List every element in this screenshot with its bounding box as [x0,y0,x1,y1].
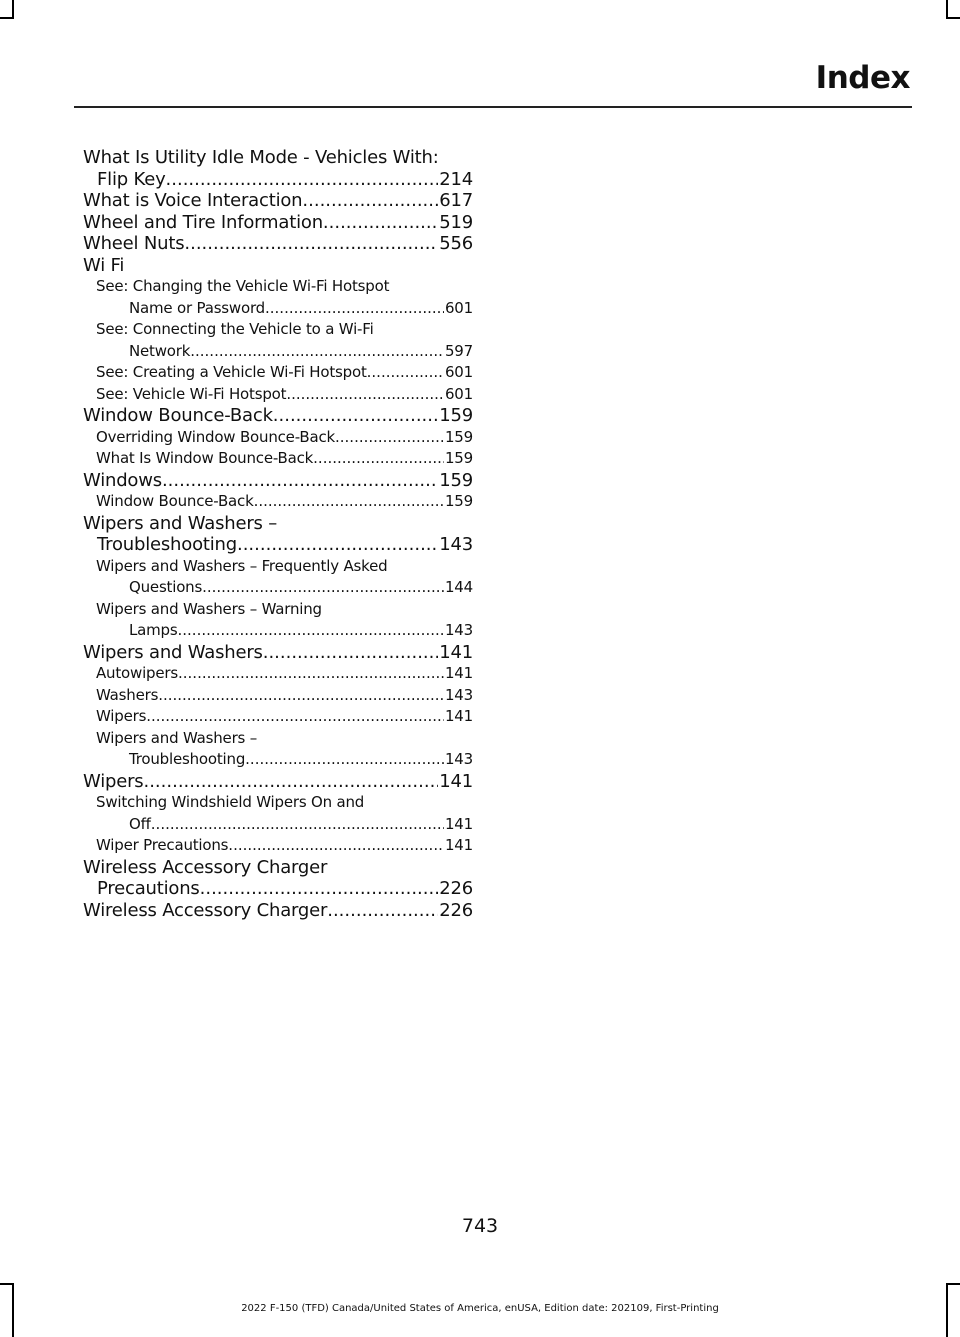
entry-line [83,233,473,255]
index-entry [83,405,473,427]
entry-line [83,642,473,664]
entry-page-number: 159 [444,448,473,470]
entry-label: Window Bounce-Back [96,492,254,510]
dot-leader [228,836,473,854]
entry-page-number: 601 [444,384,473,406]
index-entry [83,771,473,793]
entry-label: Wipers [96,707,147,725]
entry-line [96,663,473,685]
index-subentry [83,706,473,728]
dot-leader [146,707,473,725]
entry-page-number: 159 [444,491,473,513]
entry-label: Autowipers [96,664,178,682]
entry-label-line1: What Is Utility Idle Mode - Vehicles With: [83,147,439,168]
entry-line [83,771,473,793]
entry-page-number: 214 [439,168,473,190]
index-subentry [83,663,473,685]
index-subentry [83,792,473,835]
entry-label: Wheel Nuts [83,233,185,254]
dot-leader [143,771,473,792]
dot-leader [200,878,473,899]
entry-page-number: 141 [444,835,473,857]
dot-leader [190,342,473,360]
entry-line [83,169,473,191]
entry-line [96,706,473,728]
entry-page-number: 159 [444,427,473,449]
entry-page-number: 226 [439,878,473,899]
entry-label-line1: Wireless Accessory Charger [83,856,328,878]
entry-page-number: 143 [439,534,473,555]
entry-page-number: 143 [444,749,473,771]
entry-line [83,190,473,212]
dot-leader [184,233,473,254]
entry-label-line1: Switching Windshield Wipers On and [96,793,365,811]
entry-label: Flip Key [97,168,166,190]
entry-line [96,491,473,513]
entry-label-line1: Wipers and Washers – [96,728,258,747]
entry-label: Washers [96,685,159,704]
entry-line [96,384,473,406]
entry-label: Precautions [97,878,200,899]
entry-label: Wheel and Tire Information [83,211,323,233]
index-subentry [83,276,473,319]
entry-page-number: 141 [444,663,473,685]
entry-page-number: 159 [439,469,473,491]
entry-label: Windows [83,469,162,491]
index-entry [83,212,473,234]
entry-page-number: 143 [444,685,473,707]
entry-label: Questions [129,578,203,596]
entry-page-number: 601 [444,362,473,384]
entry-line [96,341,473,363]
entry-page-number: 141 [444,706,473,728]
entry-page-number: 144 [444,577,473,599]
entry-label: Name or Password [129,298,265,317]
entry-line [96,835,473,857]
dot-leader [178,621,474,639]
entry-label-line1: See: Changing the Vehicle Wi-Fi Hotspot [96,277,390,295]
entry-label-line1: Wipers and Washers – Frequently Asked [96,556,388,575]
entry-line [83,900,473,922]
dot-leader [265,299,473,317]
crop-mark-top-left-horizontal [0,17,14,19]
entry-line [83,470,473,492]
entry-page-number: 556 [439,233,473,254]
index-subentry [83,556,473,599]
index-subentry [83,319,473,362]
entry-line [96,298,473,320]
index-subentry [83,728,473,771]
entry-label: Wireless Accessory Charger [83,899,328,921]
entry-line [83,405,473,427]
dot-leader [254,492,473,510]
dot-leader [202,578,473,596]
entry-label: Lamps [129,621,178,639]
index-entry [83,147,473,190]
index-subentry [83,491,473,513]
entry-label: See: Vehicle Wi-Fi Hotspot [96,384,287,403]
entry-label: See: Creating a Vehicle Wi-Fi Hotspot [96,363,367,381]
entry-page-number: 141 [444,814,473,836]
crop-mark-top-right-vertical [946,0,948,18]
entry-label: Wipers and Washers [83,641,263,663]
entry-line [96,685,473,707]
entry-line [96,749,473,771]
dot-leader [245,750,473,768]
page-number: 743 [461,1215,499,1237]
entry-label: Window Bounce-Back [83,405,273,426]
entry-label: Wipers [83,770,144,792]
index-entry [83,470,473,492]
entry-page-number: 226 [439,899,473,921]
index-subentry [83,427,473,449]
entry-label-line1: Wipers and Washers – [83,512,278,534]
entry-label: Wiper Precautions [96,836,229,854]
entry-line [96,427,473,449]
crop-mark-top-right-horizontal [946,17,960,19]
index-entry [83,233,473,255]
index-subentry [83,685,473,707]
entry-page-number: 597 [444,341,473,363]
dot-leader [178,664,473,682]
index-subentry [83,835,473,857]
dot-leader [166,169,473,190]
index-entry [83,255,473,277]
index-subentry [83,384,473,406]
page-title: Index [815,60,910,96]
entry-line [96,620,473,642]
entry-label: Troubleshooting [97,534,237,555]
footer-edition-text: 2022 F-150 (TFD) Canada/United States of America, enUSA, Edition date: 202109, First-Printing [241,1303,719,1314]
entry-page-number: 141 [439,770,473,792]
index-entry [83,513,473,556]
crop-mark-bottom-right-horizontal [946,1283,960,1285]
entry-label: Wi Fi [83,254,125,276]
index-subentry [83,362,473,384]
index-entry [83,857,473,900]
entry-label: What is Voice Interaction [83,190,303,211]
entry-label: Off [129,814,151,833]
index-column [83,147,473,921]
title-rule [74,106,912,108]
entry-label-line1: Wipers and Washers – Warning [96,599,322,618]
entry-page-number: 141 [439,641,473,663]
entry-line [83,534,473,556]
entry-label: Troubleshooting [129,750,246,768]
dot-leader [158,686,473,704]
entry-page-number: 617 [439,190,473,211]
entry-page-number: 519 [439,211,473,233]
crop-mark-top-left-vertical [12,0,14,18]
index-subentry [83,599,473,642]
crop-mark-bottom-left-horizontal [0,1283,14,1285]
index-entry [83,900,473,922]
entry-label: Overriding Window Bounce-Back [96,427,335,446]
entry-page-number: 143 [444,620,473,642]
entry-line [83,212,473,234]
index-entry [83,642,473,664]
dot-leader [162,470,473,491]
dot-leader [151,815,473,833]
index-subentry [83,448,473,470]
entry-line [96,362,473,384]
entry-label: Network [129,341,191,360]
entry-line [96,577,473,599]
index-entry [83,190,473,212]
entry-line [96,814,473,836]
entry-page-number: 601 [444,298,473,320]
entry-line [83,878,473,900]
entry-line [96,448,473,470]
entry-page-number: 159 [439,405,473,426]
entry-label-line1: See: Connecting the Vehicle to a Wi-Fi [96,320,374,338]
entry-label: What Is Window Bounce-Back [96,449,314,467]
